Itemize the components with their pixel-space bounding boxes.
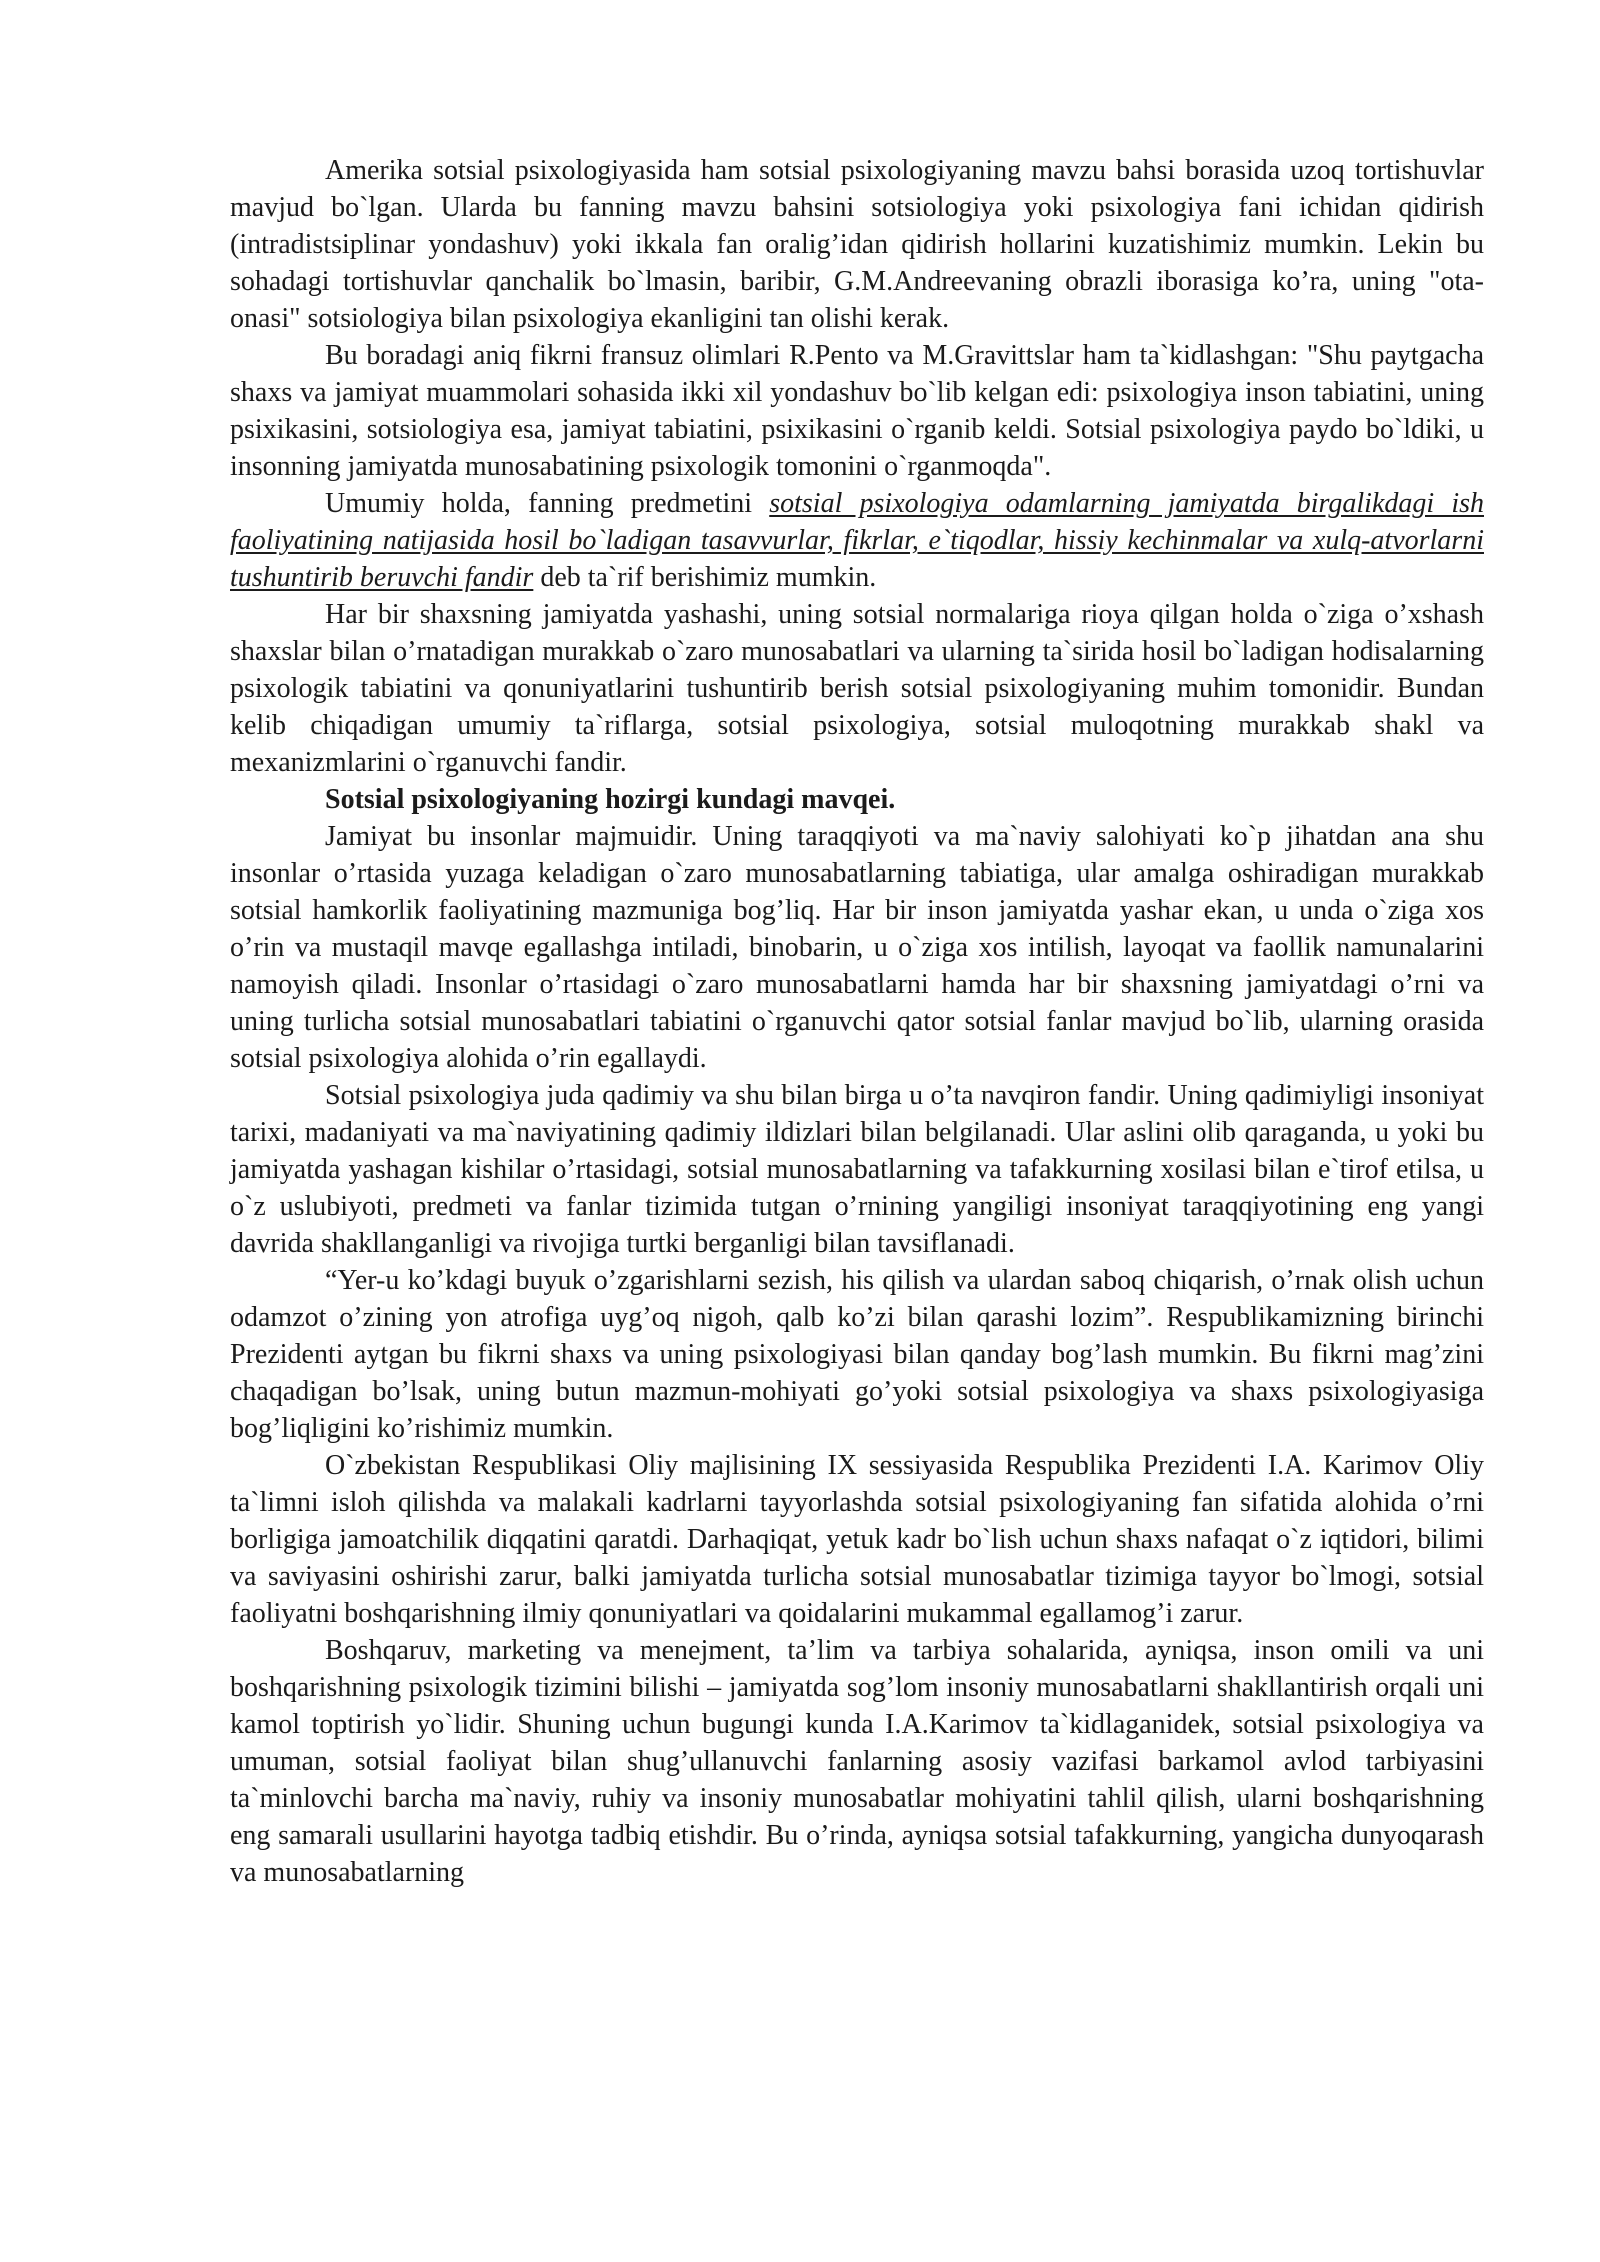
paragraph-7-quote: “Yer-u ko’kdagi buyuk o’zgarishlarni sezish, his qilish va ulardan saboq chiqarish, o’rnak olish uchun odamzot o’zining yon atrofiga uyg’oq nigoh, qalb ko’zi bilan qarashi lozim”. Respublikamizning birinchi Prezidenti aytgan bu fikrni shaxs va uning psixologiyasi bilan qanday bog’lash mumkin. Bu fikrni mag’zini chaqadigan bo’lsak, uning butun mazmun-mohiyati go’yoki sotsial psixologiya va shaxs psixologiyasiga bog’liqligini ko’rishimiz mumkin. bbox=[230, 1265, 1484, 1444]
document-page bbox=[230, 152, 1484, 1891]
paragraph-1: Amerika sotsial psixologiyasida ham sotsial psixologiyaning mavzu bahsi borasida uzoq tortishuvlar mavjud bo`lgan. Ularda bu fanning mavzu bahsini sotsiologiya yoki psixologiya fani ichidan qidirish (intradistsiplinar yondashuv) yoki ikkala fan oralig’idan qidirish hollarini kuzatishimiz mumkin. Lekin bu sohadagi tortishuvlar qanchalik bo`lmasin, baribir, G.M.Andreevaning obrazli iborasiga ko’ra, uning "ota-onasi" sotsiologiya bilan psixologiya ekanligini tan olishi kerak. bbox=[230, 155, 1484, 334]
paragraph-2: Bu boradagi aniq fikrni fransuz olimlari R.Pento va M.Gravittslar ham ta`kidlashgan: "Shu paytgacha shaxs va jamiyat muammolari sohasida ikki xil yondashuv bo`lib kelgan edi: psixologiya inson tabiatini, uning psixikasini, sotsiologiya esa, jamiyat tabiatini, psixikasini o`rganib keldi. Sotsial psixologiya paydo bo`ldiki, u insonning jamiyatda munosabatining psixologik tomonini o`rganmoqda". bbox=[230, 340, 1484, 482]
paragraph-8: O`zbekistan Respublikasi Oliy majlisining IX sessiyasida Respublika Prezidenti I.A. Karimov Oliy ta`limni isloh qilishda va malakali kadrlarni tayyorlashda sotsial psixologiyaning fan sifatida alohida o’rni borligiga jamoatchilik diqqatini qaratdi. Darhaqiqat, yetuk kadr bo`lish uchun shaxs nafaqat o`z iqtidori, bilimi va saviyasini oshirishi zarur, balki jamiyatda turlicha sotsial munosabatlar tizimiga tayyor bo`lmogi, sotsial faoliyatni boshqarishning ilmiy qonuniyatlari va qoidalarini mukammal egallamog’i zarur. bbox=[230, 1450, 1484, 1629]
definition-tail-text: deb ta`rif berishimiz mumkin. bbox=[533, 562, 877, 593]
paragraph-3-definition bbox=[230, 485, 1484, 596]
paragraph-9: Boshqaruv, marketing va menejment, ta’lim va tarbiya sohalarida, ayniqsa, inson omili va uni boshqarishning psixologik tizimini bilishi – jamiyatda sog’lom insoniy munosabatlarni shakllantirish orqali uni kamol toptirish yo`lidir. Shuning uchun bugungi kunda I.A.Karimov ta`kidlaganidek, sotsial psixologiya va umuman, sotsial faoliyat bilan shug’ullanuvchi fanlarning asosiy vazifasi barkamol avlod tarbiyasini ta`minlovchi barcha ma`naviy, ruhiy va insoniy munosabatlar mohiyatini tahlil qilish, ularni boshqarishning eng samarali usullarini hayotga tadbiq etishdir. Bu o’rinda, ayniqsa sotsial tafakkurning, yangicha dunyoqarash va munosabatlarning bbox=[230, 1635, 1484, 1888]
definition-emphasis: sotsial psixologiya odamlarning jamiyatda birgalikdagi ish faoliyatining natijasida hosil bo`ladigan tasavvurlar, fikrlar, e`tiqodlar, hissiy kechinmalar va xulq-atvorlarni tushuntirib beruvchi fandir bbox=[230, 488, 1484, 593]
paragraph-4: Har bir shaxsning jamiyatda yashashi, uning sotsial normalariga rioya qilgan holda o`ziga o’xshash shaxslar bilan o’rnatadigan murakkab o`zaro munosabatlari va ularning ta`sirida hosil bo`ladigan hodisalarning psixologik tabiatini va qonuniyatlarini tushuntirib berish sotsial psixologiyaning muhim tomonidir. Bundan kelib chiqadigan umumiy ta`riflarga, sotsial psixologiya, sotsial muloqotning murakkab shakl va mexanizmlarini o`rganuvchi fandir. bbox=[230, 599, 1484, 778]
definition-lead-text: Umumiy holda, fanning predmetini bbox=[325, 488, 770, 519]
paragraph-5: Jamiyat bu insonlar majmuidir. Uning taraqqiyoti va ma`naviy salohiyati ko`p jihatdan ana shu insonlar o’rtasida yuzaga keladigan o`zaro munosabatlarning tabiatiga, ular amalga oshiradigan murakkab sotsial hamkorlik faoliyatining mazmuniga bog’liq. Har bir inson jamiyatda yashar ekan, u unda o`ziga xos o’rin va mustaqil mavqe egallashga intiladi, binobarin, u o`ziga xos intilish, layoqat va faollik namunalarini namoyish qiladi. Insonlar o’rtasidagi o`zaro munosabatlarni hamda har bir shaxsning jamiyatdagi o’rni va uning turlicha sotsial munosabatlari tabiatini o`rganuvchi qator sotsial fanlar mavjud bo`lib, ularning orasida sotsial psixologiya alohida o’rin egallaydi. bbox=[230, 821, 1484, 1074]
paragraph-6: Sotsial psixologiya juda qadimiy va shu bilan birga u o’ta navqiron fandir. Uning qadimiyligi insoniyat tarixi, madaniyati va ma`naviyatining qadimiy ildizlari bilan belgilanadi. Ular aslini olib qaraganda, u yoki bu jamiyatda yashagan kishilar o’rtasidagi, sotsial munosabatlarning va tafakkurning xosilasi bilan e`tirof etilsa, u o`z uslubiyoti, predmeti va fanlar tizimida tutgan o’rnining yangiligi insoniyat taraqqiyotining eng yangi davrida shakllanganligi va rivojiga turtki berganligi bilan tavsiflanadi. bbox=[230, 1080, 1484, 1259]
section-heading: Sotsial psixologiyaning hozirgi kundagi mavqei. bbox=[325, 784, 896, 815]
